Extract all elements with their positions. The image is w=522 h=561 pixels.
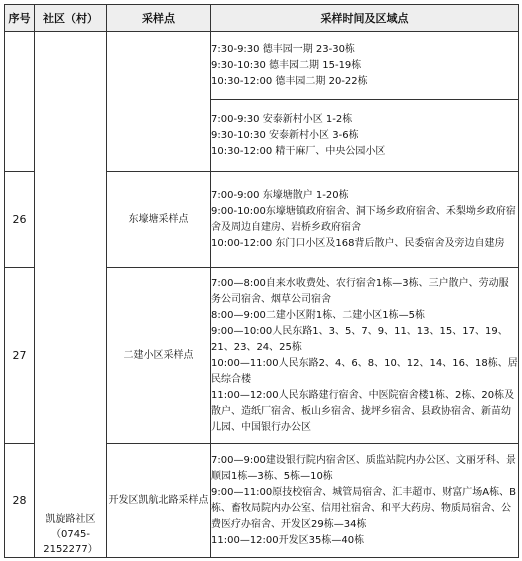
schedule-line: 9:30-10:30 德丰园二期 15-19栋: [211, 59, 362, 71]
schedule-line: 9:00—10:00人民东路1、3、5、7、9、11、13、15、17、19、21、23、24、25栋: [211, 325, 508, 353]
header-row: [5, 5, 519, 32]
schedule-line: 7:30-9:30 德丰园一期 23-30栋: [211, 43, 355, 55]
header-sampling-time: 采样时间及区域点: [211, 5, 519, 32]
serial-number: 28: [5, 444, 35, 558]
schedule-cell: [211, 444, 519, 558]
sampling-site-name: 二建小区采样点: [107, 268, 211, 444]
community-cell: [35, 32, 107, 558]
serial-cell-blank: [5, 32, 35, 172]
table-row: [5, 32, 519, 100]
sampling-schedule-table: [4, 4, 519, 558]
community-phone: （0745-2152277）: [43, 529, 98, 555]
site-cell-blank: [107, 32, 211, 172]
community-name: 凯旋路社区: [45, 514, 96, 525]
schedule-line: 9:30-10:30 安泰新村小区 3-6栋: [211, 129, 359, 141]
schedule-line: 10:30-12:00 精干麻厂、中央公园小区: [211, 145, 386, 157]
schedule-cell: [211, 172, 519, 268]
serial-number: 26: [5, 172, 35, 268]
schedule-cell: [211, 100, 519, 172]
schedule-line: 11:00—12:00开发区35栋—40栋: [211, 534, 365, 546]
header-serial-number: 序号: [5, 5, 35, 32]
schedule-line: 7:00—9:00建设银行院内宿舍区、质监站院内办公区、文丽牙科、景顺园1栋—3栋、5栋—10栋: [211, 454, 516, 482]
schedule-line: 9:00-10:00东壕塘镇政府宿舍、洞下场乡政府宿舍、禾梨坳乡政府宿舍及周边自建房、岩桥乡政府宿舍: [211, 205, 516, 233]
schedule-cell: [211, 268, 519, 444]
schedule-line: 7:00—8:00自来水收费处、农行宿舍1栋—3栋、三户散户、劳动服务公司宿舍、烟草公司宿舍: [211, 277, 509, 305]
schedule-line: 10:00—11:00人民东路2、4、6、8、10、12、14、16、18栋、居民综合楼: [211, 357, 518, 385]
schedule-line: 10:00-12:00 东门口小区及168背后散户、民委宿舍及旁边自建房: [211, 237, 505, 249]
schedule-line: 8:00—9:00二建小区附1栋、二建小区1栋—5栋: [211, 309, 425, 321]
serial-number: 27: [5, 268, 35, 444]
sampling-site-name: 东壕塘采样点: [107, 172, 211, 268]
schedule-line: 7:00-9:00 东壕塘散户 1-20栋: [211, 189, 349, 201]
schedule-line: 10:30-12:00 德丰园二期 20-22栋: [211, 75, 368, 87]
sampling-site-name: 开发区凯航北路采样点: [107, 444, 211, 558]
schedule-line: 9:00—11:00原技校宿舍、城管局宿舍、汇丰超市、财富广场A栋、B栋、畜牧局院内办公室、信用社宿舍、和平大药房、物质局宿舍、公费医疗办宿舍、开发区29栋—34栋: [211, 486, 516, 530]
schedule-line: 7:00-9:30 安泰新村小区 1-2栋: [211, 113, 353, 125]
header-sampling-site: 采样点: [107, 5, 211, 32]
header-community: 社区（村）: [35, 5, 107, 32]
schedule-cell: [211, 32, 519, 100]
schedule-line: 11:00—12:00人民东路建行宿舍、中医院宿舍楼1栋、2栋、20栋及散户、造纸厂宿舍、板山乡宿舍、拢坪乡宿舍、县政协宿舍、新苗幼儿园、中国银行办公区: [211, 389, 515, 433]
